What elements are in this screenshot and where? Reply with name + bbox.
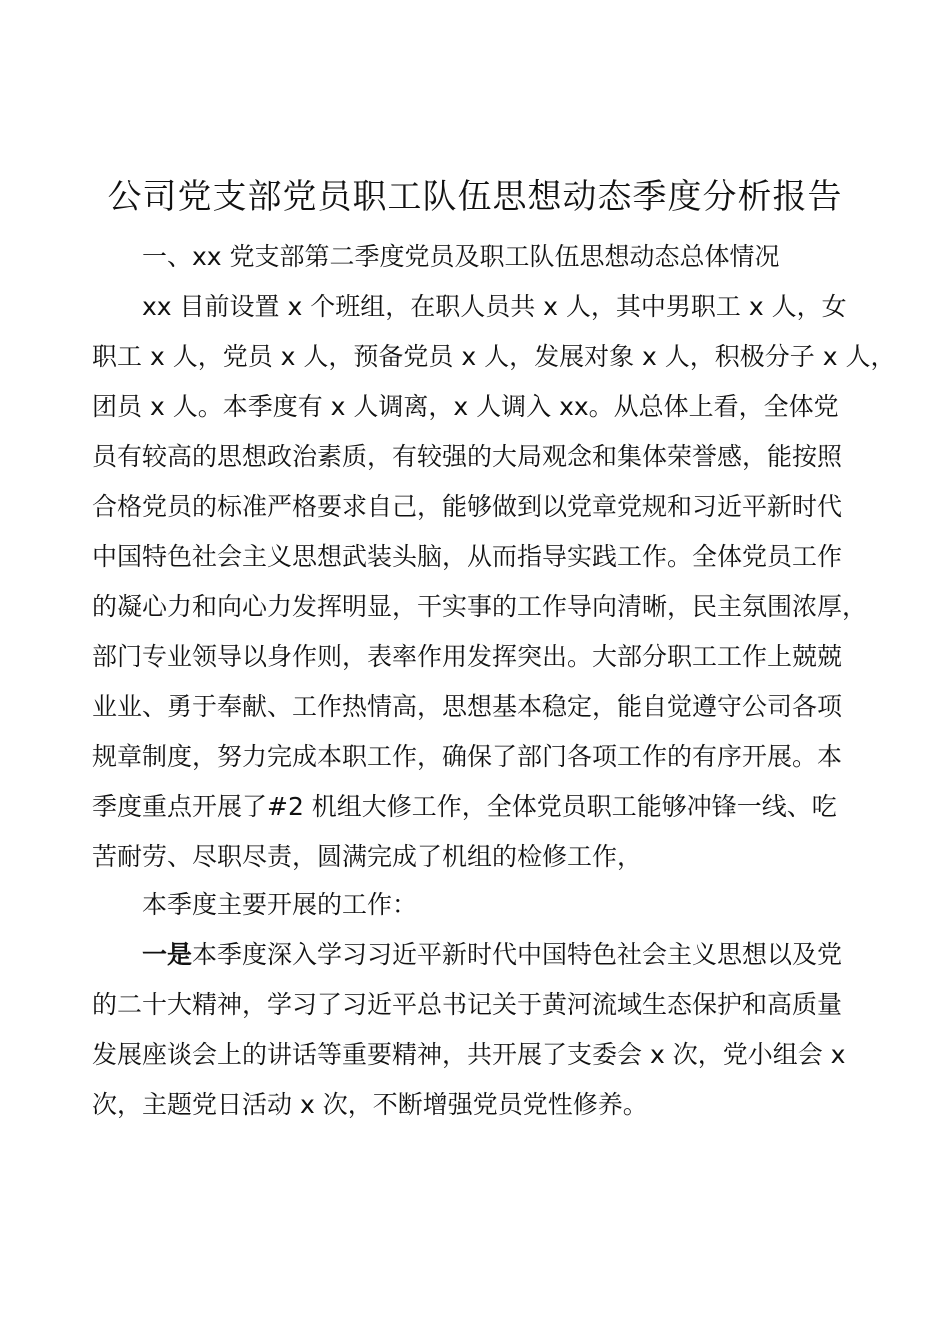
document-title: 公司党支部党员职工队伍思想动态季度分析报告	[107, 177, 843, 217]
paragraph-line: 苦耐劳、尽职尽责，圆满完成了机组的检修工作，	[92, 842, 643, 871]
item-1-text: 本季度深入学习习近平新时代中国特色社会主义思想以及党	[192, 940, 843, 969]
paragraph-line: 的二十大精神，学习了习近平总书记关于黄河流域生态保护和高质量	[92, 990, 843, 1019]
paragraph-line: 中国特色社会主义思想武装头脑，从而指导实践工作。全体党员工作	[92, 542, 843, 571]
item-1-first-line	[142, 930, 942, 980]
paragraph-line: 次，主题党日活动 x 次，不断增强党员党性修养。	[92, 1090, 648, 1119]
item-1-lead: 一是	[142, 940, 193, 969]
paragraph-line: 职工 x 人，党员 x 人，预备党员 x 人，发展对象 x 人，积极分子 x 人，	[92, 342, 896, 371]
paragraph-line: 规章制度，努力完成本职工作，确保了部门各项工作的有序开展。本	[92, 742, 843, 771]
paragraph-line: 部门专业领导以身作则，表率作用发挥突出。大部分职工工作上兢兢	[92, 642, 843, 671]
paragraph-line: 团员 x 人。本季度有 x 人调离，x 人调入 xx。从总体上看，全体党	[92, 392, 839, 421]
paragraph-line: 发展座谈会上的讲话等重要精神，共开展了支委会 x 次，党小组会 x	[92, 1040, 846, 1069]
paragraph-line: xx 目前设置 x 个班组，在职人员共 x 人，其中男职工 x 人，女	[142, 292, 847, 321]
paragraph-line: 合格党员的标准严格要求自己，能够做到以党章党规和习近平新时代	[92, 492, 843, 521]
section-heading-1: 一、xx 党支部第二季度党员及职工队伍思想动态总体情况	[142, 242, 780, 271]
paragraph-line: 的凝心力和向心力发挥明显，干实事的工作导向清晰，民主氛围浓厚，	[92, 592, 868, 621]
work-intro: 本季度主要开展的工作：	[142, 890, 418, 919]
paragraph-line: 员有较高的思想政治素质，有较强的大局观念和集体荣誉感，能按照	[92, 442, 843, 471]
paragraph-line: 业业、勇于奉献、工作热情高，思想基本稳定，能自觉遵守公司各项	[92, 692, 843, 721]
paragraph-line: 季度重点开展了#2 机组大修工作，全体党员职工能够冲锋一线、吃	[92, 792, 837, 821]
